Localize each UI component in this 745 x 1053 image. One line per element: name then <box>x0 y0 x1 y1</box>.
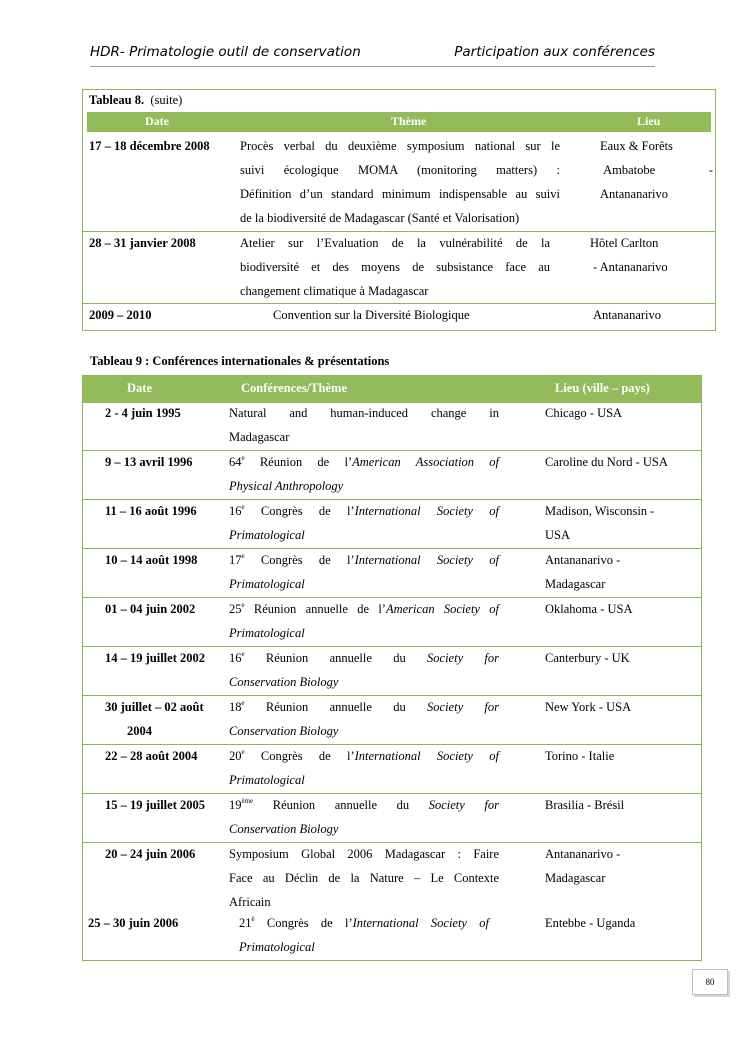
table-row-lieu: Entebbe - Uganda <box>545 916 636 930</box>
header-left: HDR- Primatologie outil de conservation <box>90 44 361 60</box>
table-row-date: 2 - 4 juin 1995 <box>105 406 181 420</box>
table-row-date: 9 – 13 avril 1996 <box>105 455 193 469</box>
table-row-lieu: Oklahoma - USA <box>545 602 633 616</box>
header-right: Participation aux conférences <box>454 44 655 60</box>
page-number: 80 <box>692 969 728 995</box>
table-row-date: 01 – 04 juin 2002 <box>105 602 196 616</box>
table-row-date: 11 – 16 août 1996 <box>105 504 197 518</box>
table-row-lieu: Madison, Wisconsin - USA <box>545 504 655 542</box>
table-row-date: 17 – 18 décembre 2008 <box>89 139 210 153</box>
table-row-theme: 16e Réunion annuelle du Society for Conservation Biology <box>229 650 500 689</box>
table-row-lieu: Canterbury - UK <box>545 651 630 665</box>
table-row-lieu: Caroline du Nord - USA <box>545 455 668 469</box>
table-8-header <box>83 112 715 132</box>
page-header <box>90 44 655 67</box>
col-theme: Thème <box>391 114 427 128</box>
table-row-date: 30 juillet – 02 août 2004 <box>105 700 204 738</box>
table-row-lieu: Hôtel Carlton - Antananarivo <box>590 236 668 274</box>
table-row-theme: Symposium Global 2006 Madagascar : Faire Face au Déclin de la Nature – Le Contexte Africain <box>229 847 499 909</box>
table-row-lieu: Antananarivo <box>593 308 662 322</box>
table-9-caption: Tableau 9 : Conférences internationales & présentations <box>90 354 390 368</box>
table-row-theme: 20e Congrès de l’International Society of Primatological <box>229 748 500 787</box>
table-row-theme: $21^è$ Congrès de l’International Society of Primatological <box>239 915 490 954</box>
table-row-theme: 25e Réunion annuelle de l’American Society of Primatological <box>229 601 499 640</box>
table-row-lieu: Antananarivo - Madagascar <box>545 847 621 885</box>
table-9-header <box>83 376 701 403</box>
table-8 <box>82 89 716 331</box>
table-row-theme: Convention sur la Diversité Biologique <box>273 308 470 322</box>
table-row-lieu: Eaux & Forêts Ambatobe - Antananarivo <box>600 139 713 201</box>
table-row-lieu: Chicago - USA <box>545 406 623 420</box>
table-row-theme: 19ème Réunion annuelle du Society for Conservation Biology <box>229 797 499 836</box>
table-row-lieu: New York - USA <box>545 700 632 714</box>
table-row-theme: 64e Réunion de l’American Association of Physical Anthropology <box>229 454 499 493</box>
table-8-caption: Tableau 8. (suite) <box>89 93 183 107</box>
table-row-date: 10 – 14 août 1998 <box>105 553 198 567</box>
table-row-date: 25 – 30 juin 2006 <box>88 916 179 930</box>
col-date: Date <box>145 114 169 128</box>
table-row-lieu: Torino - Italie <box>545 749 615 763</box>
table-row-lieu: Antananarivo - Madagascar <box>545 553 621 591</box>
table-row-lieu: Brasilia - Brésil <box>545 798 625 812</box>
table-row-date: 22 – 28 août 2004 <box>105 749 198 763</box>
table-row-theme: 18e Réunion annuelle du Society for Conservation Biology <box>229 699 500 738</box>
table-9 <box>82 375 702 961</box>
table-row-theme: Procès verbal du deuxième symposium national sur le suivi écologique MOMA (monitoring matters) : Définition d’un standard minimum indispensable au suivi de la biodiversité de Madagascar (Santé et Valorisation) <box>240 139 560 225</box>
table-row-theme: 16e Congrès de l’International Society of Primatological <box>229 503 500 542</box>
col-lieu: Lieu (ville – pays) <box>555 381 650 395</box>
col-lieu: Lieu <box>637 114 661 128</box>
table-row-theme: Natural and human-induced change in Madagascar <box>229 406 499 444</box>
table-row-theme: 17e Congrès de l’International Society of Primatological <box>229 552 500 591</box>
col-conferences: Conférences/Thème <box>241 381 347 395</box>
table-row-theme: Atelier sur l’Evaluation de la vulnérabilité de la biodiversité et des moyens de subsistance face au changement climatique à Madagascar <box>240 236 550 298</box>
table-row-date: 14 – 19 juillet 2002 <box>105 651 205 665</box>
table-row-date: 2009 – 2010 <box>89 308 152 322</box>
table-row-date: 15 – 19 juillet 2005 <box>105 798 205 812</box>
table-row-date: 28 – 31 janvier 2008 <box>89 236 196 250</box>
table-row-date: 20 – 24 juin 2006 <box>105 847 196 861</box>
col-date: Date <box>127 381 152 395</box>
